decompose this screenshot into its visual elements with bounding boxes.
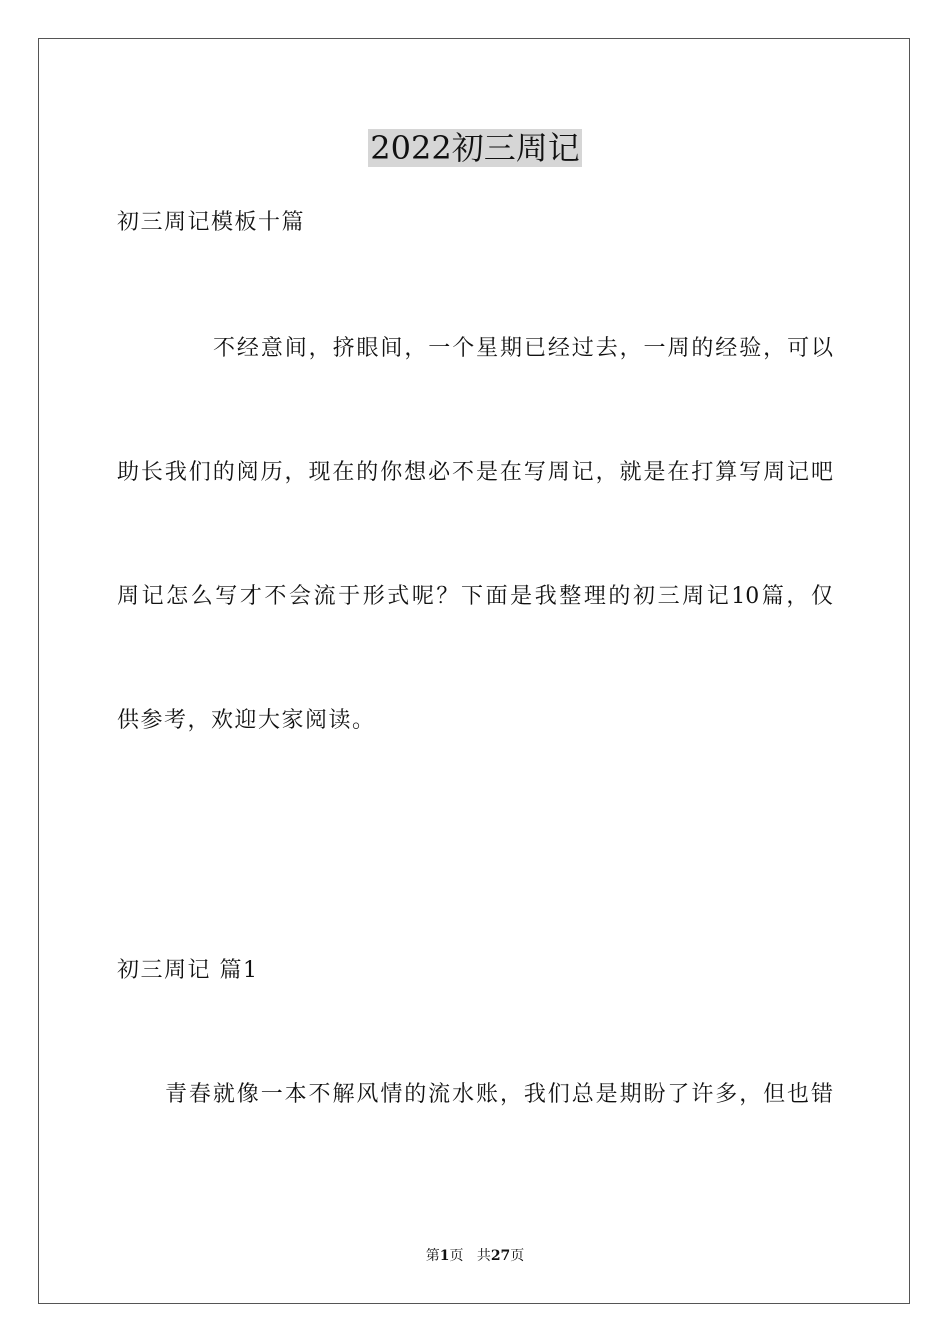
footer-page-suffix: 页 bbox=[449, 1248, 464, 1264]
intro-paragraph-line-2: 助长我们的阅历，现在的你想必不是在写周记，就是在打算写周记吧 bbox=[117, 460, 833, 485]
page-footer bbox=[0, 1246, 950, 1266]
document-title bbox=[0, 124, 950, 172]
intro-paragraph-line-4: 供参考，欢迎大家阅读。 bbox=[117, 708, 376, 733]
document-title-text: 2022初三周记 bbox=[370, 129, 580, 167]
footer-total-pages: 27 bbox=[490, 1248, 511, 1264]
section-paragraph-line-1: 青春就像一本不解风情的流水账，我们总是期盼了许多，但也错 bbox=[165, 1082, 833, 1107]
footer-page-number: 1 bbox=[439, 1248, 450, 1264]
footer-total-suffix: 页 bbox=[510, 1248, 525, 1264]
document-subtitle: 初三周记模板十篇 bbox=[117, 210, 306, 235]
intro-paragraph-line-1: 不经意间，挤眼间，一个星期已经过去，一周的经验，可以 bbox=[213, 336, 833, 361]
section-heading: 初三周记 篇1 bbox=[117, 958, 259, 983]
footer-total-prefix: 共 bbox=[476, 1248, 491, 1264]
intro-paragraph-line-3: 周记怎么写才不会流于形式呢？下面是我整理的初三周记10篇，仅 bbox=[117, 584, 833, 609]
footer-page-prefix: 第 bbox=[425, 1248, 440, 1264]
